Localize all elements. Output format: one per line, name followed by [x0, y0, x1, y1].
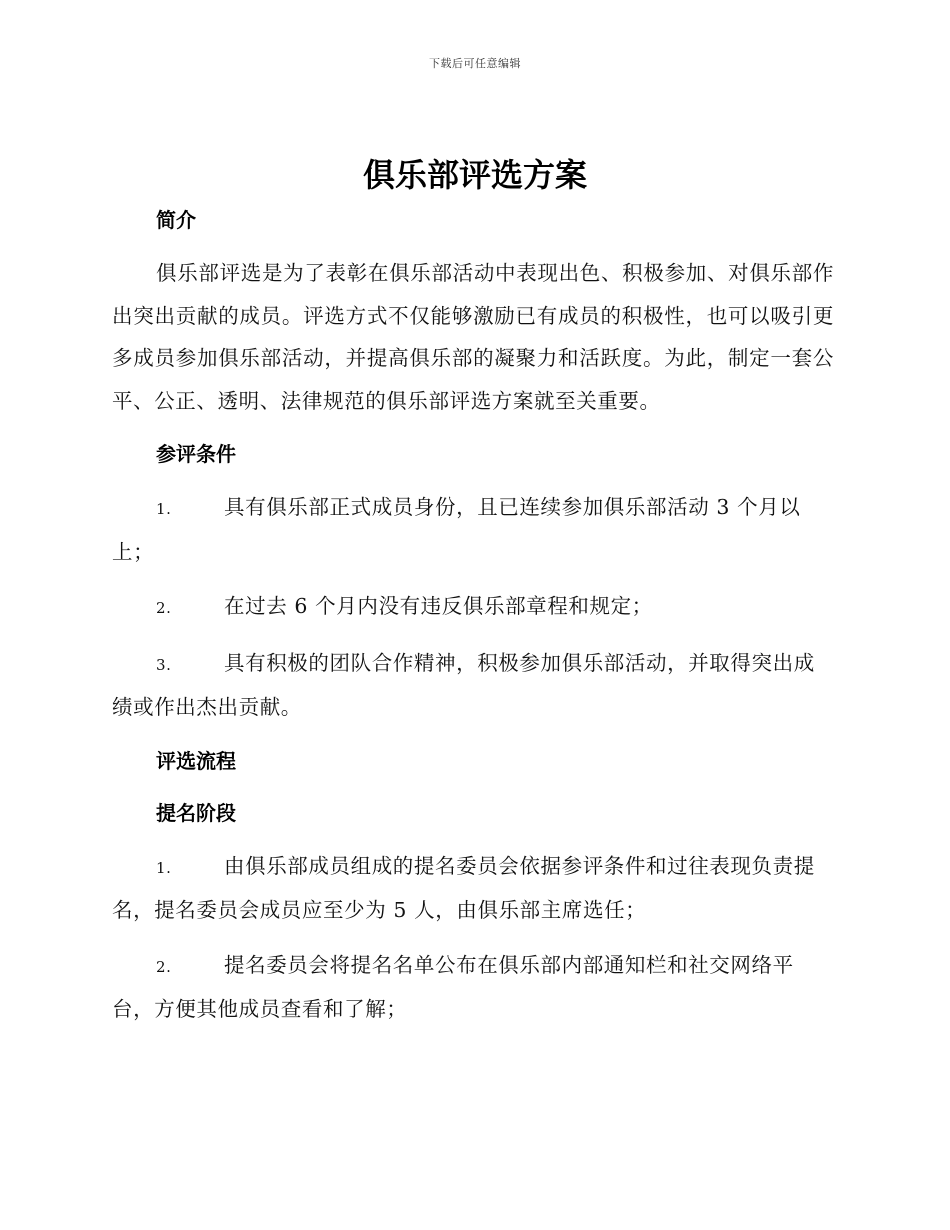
list-item	[112, 845, 834, 932]
document-body	[112, 200, 834, 1031]
document-title: 俱乐部评选方案	[362, 156, 587, 194]
section-heading-intro: 简介	[156, 208, 196, 232]
section-heading-criteria: 参评条件	[156, 442, 236, 466]
list-item-number: 2.	[156, 957, 172, 976]
list-item	[112, 642, 834, 729]
section-heading-nomination: 提名阶段	[156, 800, 236, 825]
header-note: 下载后可任意编辑	[429, 57, 521, 70]
list-item-text: 由俱乐部成员组成的提名委员会依据参评条件和过往表现负责提名，提名委员会成员应至少为 5 人，由俱乐部主席选任；	[112, 853, 815, 922]
list-item	[112, 944, 834, 1031]
list-item-number: 2.	[156, 599, 172, 617]
list-item-text: 具有俱乐部正式成员身份，且已连续参加俱乐部活动 3 个月以上；	[112, 495, 801, 564]
list-item	[112, 486, 834, 573]
intro-paragraph: 俱乐部评选是为了表彰在俱乐部活动中表现出色、积极参加、对俱乐部作出突出贡献的成员。评选方式不仅能够激励已有成员的积极性，也可以吸引更多成员参加俱乐部活动，并提高俱乐部的凝聚力和活跃度。为此，制定一套公平、公正、透明、法律规范的俱乐部评选方案就至关重要。	[112, 261, 834, 413]
list-item-text: 提名委员会将提名名单公布在俱乐部内部通知栏和社交网络平台，方便其他成员查看和了解；	[112, 952, 794, 1021]
list-item-number: 1.	[156, 858, 172, 877]
list-item	[112, 585, 834, 630]
list-item-text: 具有积极的团队合作精神，积极参加俱乐部活动，并取得突出成绩或作出杰出贡献。	[112, 650, 815, 719]
list-item-number: 1.	[156, 500, 172, 518]
list-item-text: 在过去 6 个月内没有违反俱乐部章程和规定；	[224, 594, 653, 618]
section-heading-process: 评选流程	[156, 748, 236, 773]
list-item-number: 3.	[156, 655, 172, 674]
